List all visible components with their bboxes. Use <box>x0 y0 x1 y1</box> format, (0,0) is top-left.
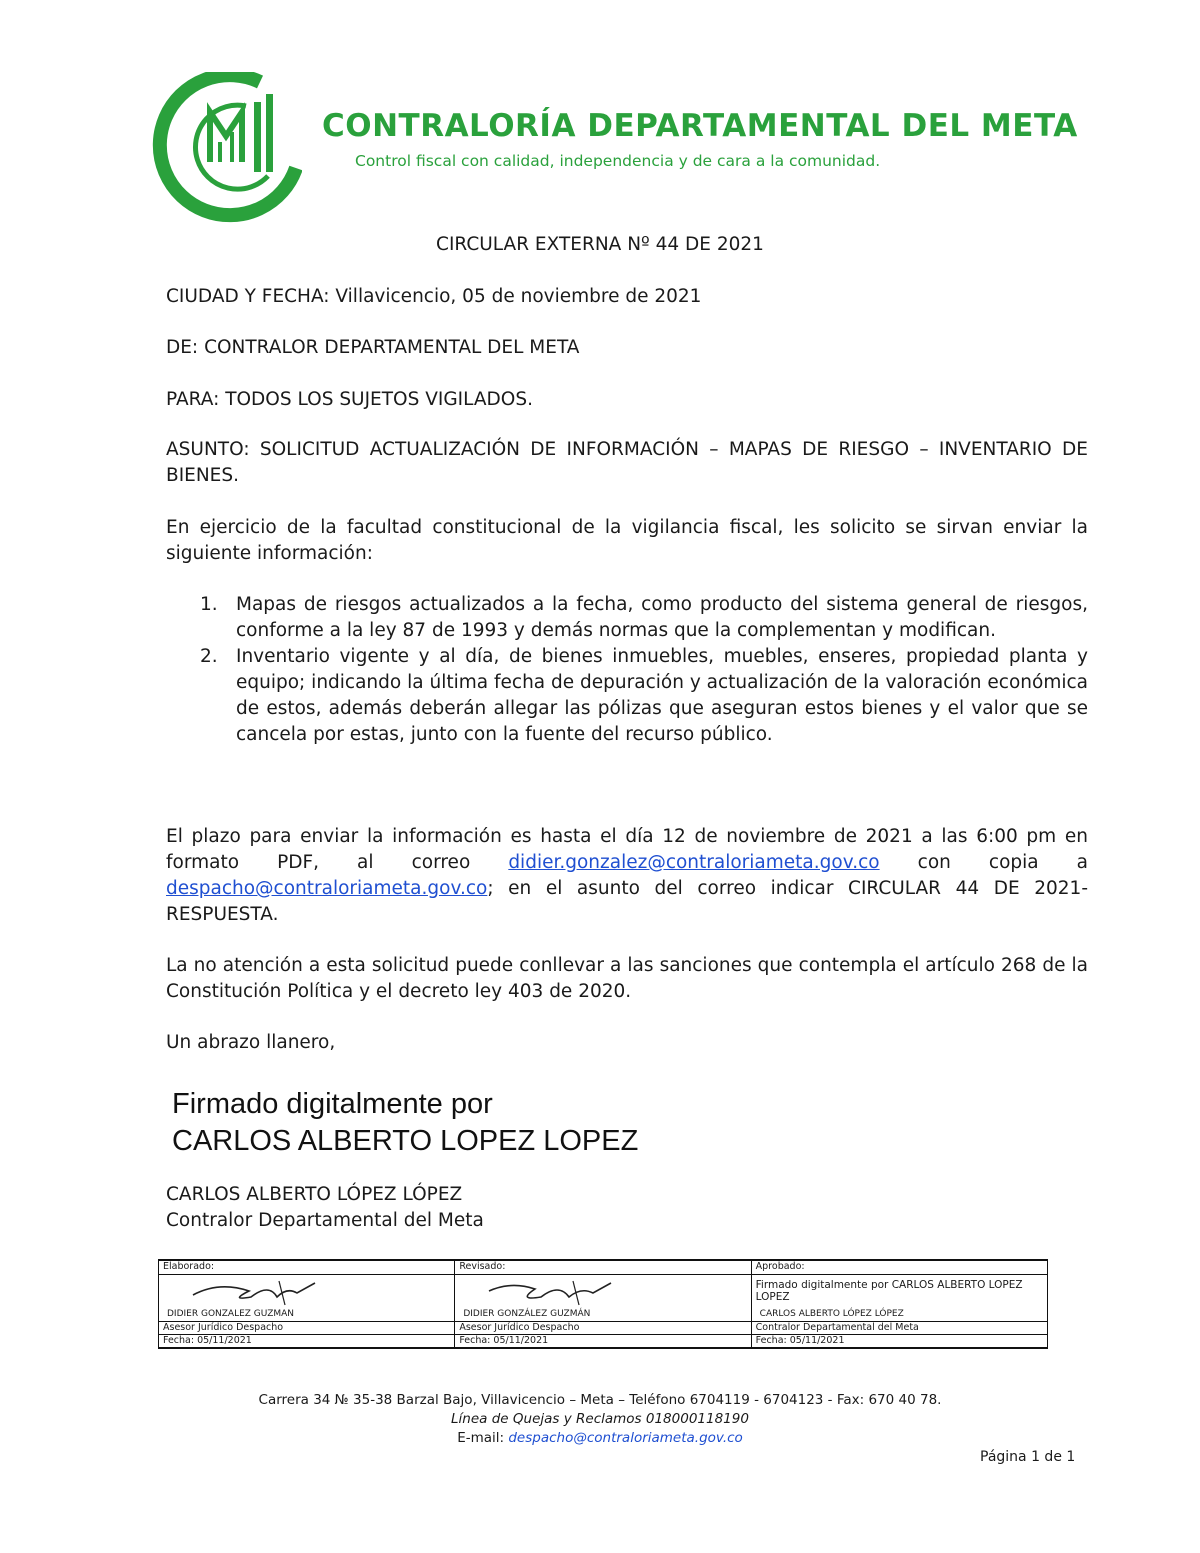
de-label: DE: <box>166 337 199 358</box>
handwritten-signature-icon <box>189 1279 319 1307</box>
signer-name: CARLOS ALBERTO LÓPEZ LÓPEZ <box>166 1184 463 1205</box>
ciudad-fecha-value: Villavicencio, 05 de noviembre de 2021 <box>335 286 702 307</box>
footer-quejas: Línea de Quejas y Reclamos 018000118190 <box>451 1411 749 1427</box>
email-link-despacho[interactable]: despacho@contraloriameta.gov.co <box>166 878 488 899</box>
elaborado-name: DIDIER GONZALEZ GUZMAN <box>167 1309 295 1319</box>
document-title: CIRCULAR EXTERNA Nº 44 DE 2021 <box>436 234 764 255</box>
email-link-didier[interactable]: didier.gonzalez@contraloriameta.gov.co <box>508 852 880 873</box>
asunto-field <box>166 437 1088 489</box>
aprobado-header: Aprobado: <box>751 1260 1047 1275</box>
request-list <box>166 592 1088 748</box>
elaborado-role: Asesor Jurídico Despacho <box>159 1322 455 1335</box>
list-item-number: 1. <box>200 594 218 615</box>
aprobado-signature-cell <box>751 1275 1047 1322</box>
approval-table <box>158 1259 1048 1349</box>
revisado-header: Revisado: <box>455 1260 751 1275</box>
para-field <box>166 387 1088 413</box>
page-number: Página 1 de 1 <box>980 1449 1076 1465</box>
elaborado-signature-cell <box>159 1275 455 1322</box>
organization-slogan: Control fiscal con calidad, independencia y de cara a la comunidad. <box>355 152 881 170</box>
asunto-value: SOLICITUD ACTUALIZACIÓN DE INFORMACIÓN – MAPAS DE RIESGO – INVENTARIO DE BIENES. <box>166 439 1088 486</box>
ciudad-fecha-field <box>166 284 1088 310</box>
sanciones-paragraph: La no atención a esta solicitud puede conllevar a las sanciones que contempla el artículo 268 de la Constitución Política y el decreto ley 403 de 2020. <box>166 955 1088 1002</box>
intro-paragraph: En ejercicio de la facultad constitucional de la vigilancia fiscal, les solicito se sirvan enviar la siguiente información: <box>166 517 1088 564</box>
revisado-role: Asesor Jurídico Despacho <box>455 1322 751 1335</box>
de-field <box>166 335 1088 361</box>
plazo-paragraph <box>166 824 1088 928</box>
footer-email-link[interactable]: despacho@contraloriameta.gov.co <box>508 1430 743 1446</box>
footer-email-line <box>0 1430 1200 1446</box>
organization-name: CONTRALORÍA DEPARTAMENTAL DEL META <box>322 108 1078 144</box>
plazo-text-1: El plazo para enviar la información es hasta el día 12 de noviembre de 2021 a las 6:00 pm en formato PDF, al correo <box>166 826 1088 873</box>
contraloria-meta-logo-icon <box>150 72 302 224</box>
para-label: PARA: <box>166 389 220 410</box>
signer-position: Contralor Departamental del Meta <box>166 1210 484 1231</box>
list-item <box>166 644 1088 748</box>
de-value: CONTRALOR DEPARTAMENTAL DEL META <box>204 337 580 358</box>
plazo-text-3: ; en el asunto del correo indicar CIRCULAR 44 DE 2021-RESPUESTA. <box>166 878 1088 925</box>
list-item <box>166 592 1088 644</box>
ciudad-fecha-label: CIUDAD Y FECHA: <box>166 286 330 307</box>
para-value: TODOS LOS SUJETOS VIGILADOS. <box>225 389 533 410</box>
footer-email-label: E-mail: <box>457 1430 505 1446</box>
elaborado-header: Elaborado: <box>159 1260 455 1275</box>
revisado-date: Fecha: 05/11/2021 <box>455 1335 751 1349</box>
revisado-name: DIDIER GONZÁLEZ GUZMÁN <box>463 1309 591 1319</box>
list-item-number: 2. <box>200 646 218 667</box>
list-item-text: Mapas de riesgos actualizados a la fecha, como producto del sistema general de riesgos, conforme a la ley 87 de 1993 y demás normas que la complementan y modifican. <box>236 594 1088 641</box>
revisado-signature-cell <box>455 1275 751 1322</box>
digital-signature-line2: CARLOS ALBERTO LOPEZ LOPEZ <box>172 1125 639 1157</box>
digital-signature-line1: Firmado digitalmente por <box>172 1088 493 1120</box>
footer-address: Carrera 34 № 35-38 Barzal Bajo, Villavicencio – Meta – Teléfono 6704119 - 6704123 - Fax: 670 40 78. <box>258 1392 942 1408</box>
asunto-label: ASUNTO: <box>166 439 250 460</box>
aprobado-date: Fecha: 05/11/2021 <box>751 1335 1047 1349</box>
plazo-text-2: con copia a <box>879 852 1088 873</box>
list-item-text: Inventario vigente y al día, de bienes inmuebles, muebles, enseres, propiedad planta y equipo; indicando la última fecha de depuración y actualización de la valoración económica de estos, además deberán allegar las pólizas que aseguran estos bienes y el valor que se cancela por estas, junto con la fuente del recurso público. <box>236 646 1088 745</box>
handwritten-signature-icon <box>485 1279 615 1307</box>
aprobado-name: CARLOS ALBERTO LÓPEZ LÓPEZ <box>759 1309 904 1319</box>
aprobado-digital-signature: Firmado digitalmente por CARLOS ALBERTO LOPEZ LOPEZ <box>755 1279 1023 1303</box>
elaborado-date: Fecha: 05/11/2021 <box>159 1335 455 1349</box>
closing-text: Un abrazo llanero, <box>166 1032 336 1053</box>
aprobado-role: Contralor Departamental del Meta <box>751 1322 1047 1335</box>
